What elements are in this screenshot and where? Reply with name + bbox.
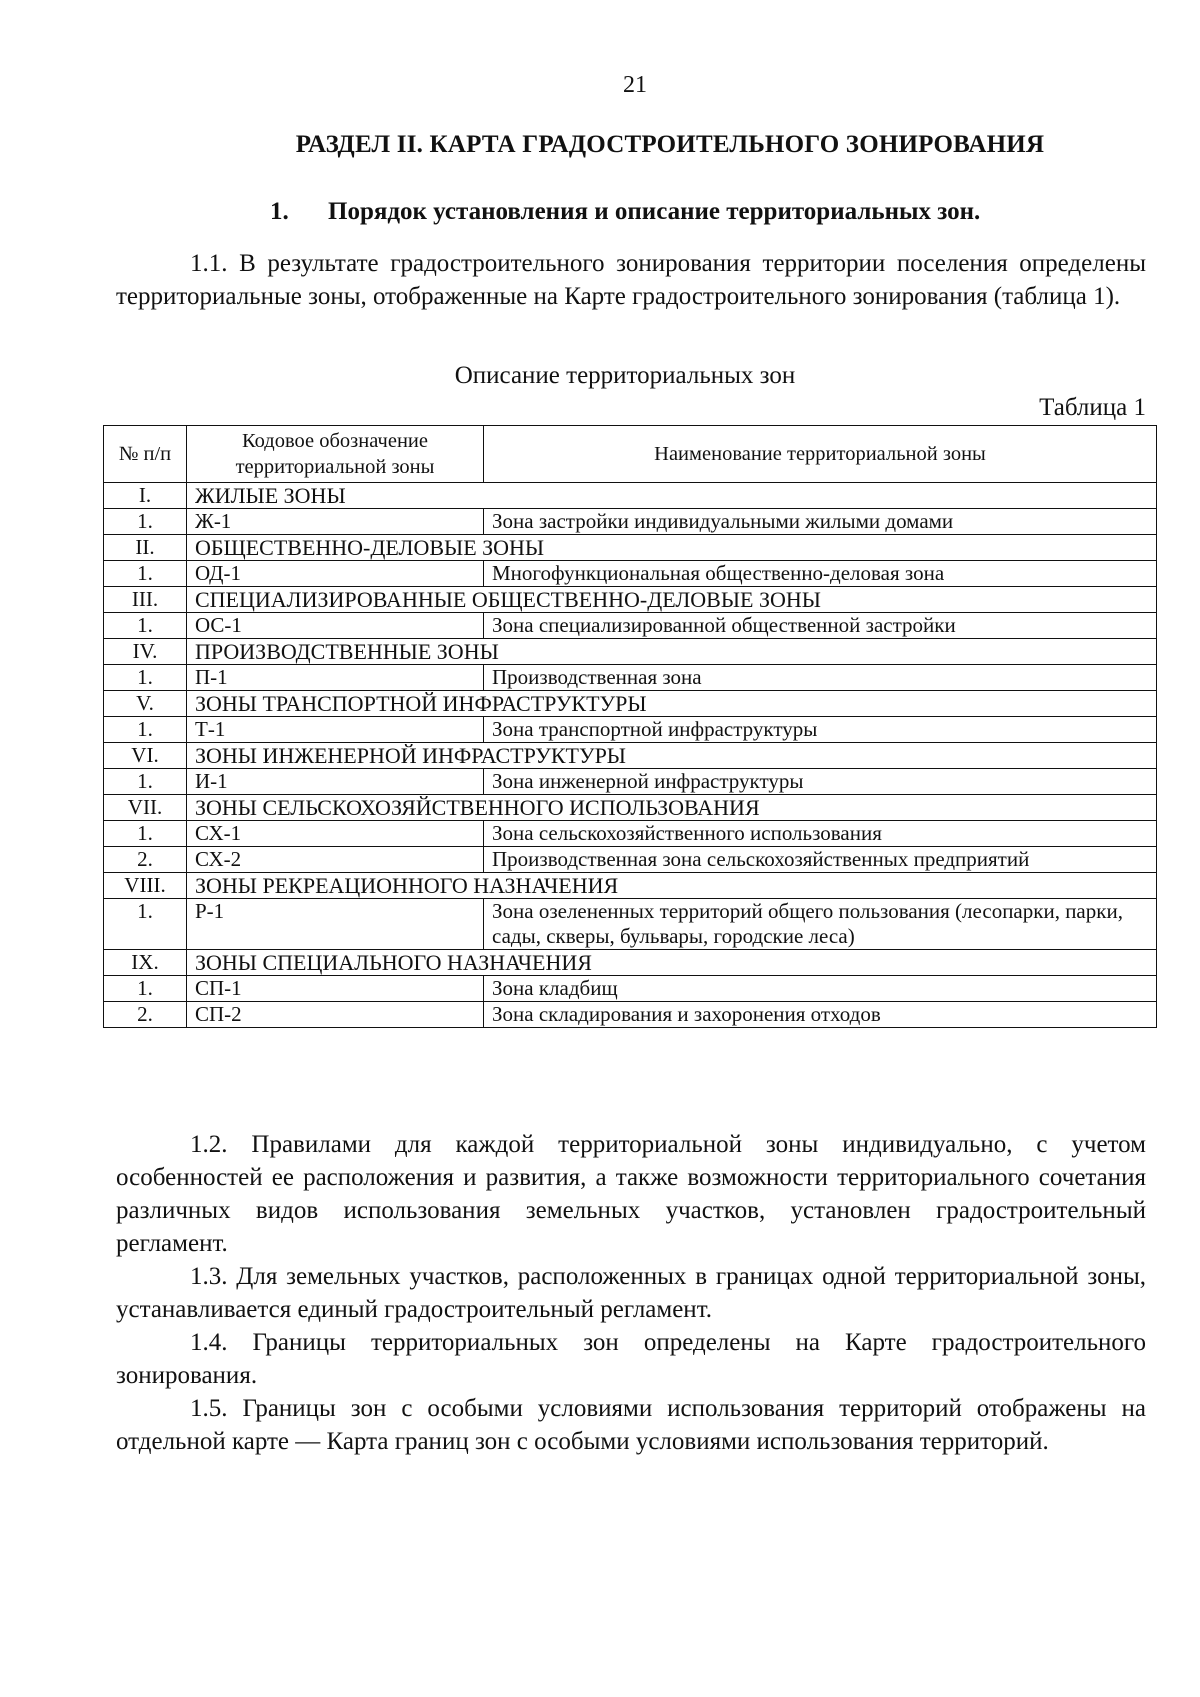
row-number: 1.	[104, 613, 187, 639]
table-row	[104, 561, 1157, 587]
group-number: III.	[104, 587, 187, 613]
zone-code: СП-2	[187, 1002, 484, 1028]
group-title: ЗОНЫ ТРАНСПОРТНОЙ ИНФРАСТРУКТУРЫ	[187, 691, 1157, 717]
table-label: Таблица 1	[1039, 394, 1146, 421]
table-group-row	[104, 873, 1157, 899]
group-title: СПЕЦИАЛИЗИРОВАННЫЕ ОБЩЕСТВЕННО-ДЕЛОВЫЕ ЗОНЫ	[187, 587, 1157, 613]
table-row	[104, 509, 1157, 535]
group-number: IV.	[104, 639, 187, 665]
zone-name: Зона специализированной общественной застройки	[484, 613, 1157, 639]
row-number: 1.	[104, 665, 187, 691]
paragraph-1-2-text: 1.2. Правилами для каждой территориальной зоны индивидуально, с учетом особенностей ее расположения и развития, а также возможности территориального сочетания различных видов использования земельных участков, установлен градостроительный регламент.	[116, 1131, 1146, 1257]
table-row	[104, 1002, 1157, 1028]
group-number: II.	[104, 535, 187, 561]
table-row	[104, 976, 1157, 1002]
zones-table	[103, 425, 1157, 1028]
zone-name: Производственная зона сельскохозяйственных предприятий	[484, 847, 1157, 873]
table-group-row	[104, 950, 1157, 976]
paragraph-1-1	[116, 247, 1146, 313]
zone-name: Многофункциональная общественно-деловая зона	[484, 561, 1157, 587]
zone-code: ОС-1	[187, 613, 484, 639]
table-header-row	[104, 426, 1157, 483]
row-number: 1.	[104, 561, 187, 587]
table-group-row	[104, 587, 1157, 613]
section-title: РАЗДЕЛ II. КАРТА ГРАДОСТРОИТЕЛЬНОГО ЗОНИРОВАНИЯ	[295, 131, 1045, 158]
subsection-title	[270, 198, 980, 226]
row-number: 1.	[104, 821, 187, 847]
zone-name: Зона сельскохозяйственного использования	[484, 821, 1157, 847]
subsection-number: 1.	[270, 198, 289, 225]
zone-code: СХ-2	[187, 847, 484, 873]
table-group-row	[104, 743, 1157, 769]
header-code: Кодовое обозначение территориальной зоны	[187, 426, 484, 483]
paragraph-1-1-text: 1.1. В результате градостроительного зонирования территории поселения определены территориальные зоны, отображенные на Карте градостроительного зонирования (таблица 1).	[116, 250, 1146, 310]
paragraph-1-3	[116, 1260, 1146, 1326]
row-number: 2.	[104, 847, 187, 873]
group-title: ЗОНЫ ИНЖЕНЕРНОЙ ИНФРАСТРУКТУРЫ	[187, 743, 1157, 769]
zone-name: Зона озелененных территорий общего пользования (лесопарки, парки, сады, скверы, бульвары, городские леса)	[484, 899, 1157, 950]
group-title: ЗОНЫ СЕЛЬСКОХОЗЯЙСТВЕННОГО ИСПОЛЬЗОВАНИЯ	[187, 795, 1157, 821]
subsection-title-text: Порядок установления и описание территориальных зон.	[328, 198, 981, 225]
header-num: № п/п	[104, 426, 187, 483]
table-row	[104, 613, 1157, 639]
group-title: ПРОИЗВОДСТВЕННЫЕ ЗОНЫ	[187, 639, 1157, 665]
table-group-row	[104, 639, 1157, 665]
table-group-row	[104, 535, 1157, 561]
group-number: VIII.	[104, 873, 187, 899]
zone-code: ОД-1	[187, 561, 484, 587]
zone-name: Зона инженерной инфраструктуры	[484, 769, 1157, 795]
group-title: ОБЩЕСТВЕННО-ДЕЛОВЫЕ ЗОНЫ	[187, 535, 1157, 561]
zone-name: Зона транспортной инфраструктуры	[484, 717, 1157, 743]
paragraph-1-2	[116, 1128, 1146, 1260]
zone-code: СХ-1	[187, 821, 484, 847]
row-number: 1.	[104, 509, 187, 535]
row-number: 2.	[104, 1002, 187, 1028]
group-title: ЖИЛЫЕ ЗОНЫ	[187, 483, 1157, 509]
group-title: ЗОНЫ РЕКРЕАЦИОННОГО НАЗНАЧЕНИЯ	[187, 873, 1157, 899]
table-body	[104, 483, 1157, 1028]
paragraph-1-5	[116, 1392, 1146, 1458]
header-name: Наименование территориальной зоны	[484, 426, 1157, 483]
table-row	[104, 899, 1157, 950]
table-row	[104, 665, 1157, 691]
group-number: VI.	[104, 743, 187, 769]
group-title: ЗОНЫ СПЕЦИАЛЬНОГО НАЗНАЧЕНИЯ	[187, 950, 1157, 976]
zone-name: Зона кладбищ	[484, 976, 1157, 1002]
group-number: I.	[104, 483, 187, 509]
zone-code: И-1	[187, 769, 484, 795]
zone-code: П-1	[187, 665, 484, 691]
row-number: 1.	[104, 899, 187, 950]
group-number: VII.	[104, 795, 187, 821]
table-group-row	[104, 795, 1157, 821]
row-number: 1.	[104, 769, 187, 795]
table-row	[104, 847, 1157, 873]
zone-code: Т-1	[187, 717, 484, 743]
row-number: 1.	[104, 976, 187, 1002]
paragraph-1-5-text: 1.5. Границы зон с особыми условиями использования территорий отображены на отдельной карте — Карта границ зон с особыми условиями использования территорий.	[116, 1395, 1146, 1455]
page-number: 21	[623, 72, 647, 98]
table-group-row	[104, 483, 1157, 509]
table-group-row	[104, 691, 1157, 717]
row-number: 1.	[104, 717, 187, 743]
table-caption: Описание территориальных зон	[454, 362, 796, 389]
table-row	[104, 821, 1157, 847]
zone-name: Зона складирования и захоронения отходов	[484, 1002, 1157, 1028]
group-number: IX.	[104, 950, 187, 976]
paragraph-1-3-text: 1.3. Для земельных участков, расположенных в границах одной территориальной зоны, устанавливается единый градостроительный регламент.	[116, 1263, 1146, 1323]
paragraph-1-4-text: 1.4. Границы территориальных зон определены на Карте градостроительного зонирования.	[116, 1329, 1146, 1389]
zone-name: Зона застройки индивидуальными жилыми домами	[484, 509, 1157, 535]
zone-code: Ж-1	[187, 509, 484, 535]
group-number: V.	[104, 691, 187, 717]
table-row	[104, 769, 1157, 795]
zone-code: СП-1	[187, 976, 484, 1002]
zone-code: Р-1	[187, 899, 484, 950]
paragraph-1-4	[116, 1326, 1146, 1392]
table-row	[104, 717, 1157, 743]
zone-name: Производственная зона	[484, 665, 1157, 691]
